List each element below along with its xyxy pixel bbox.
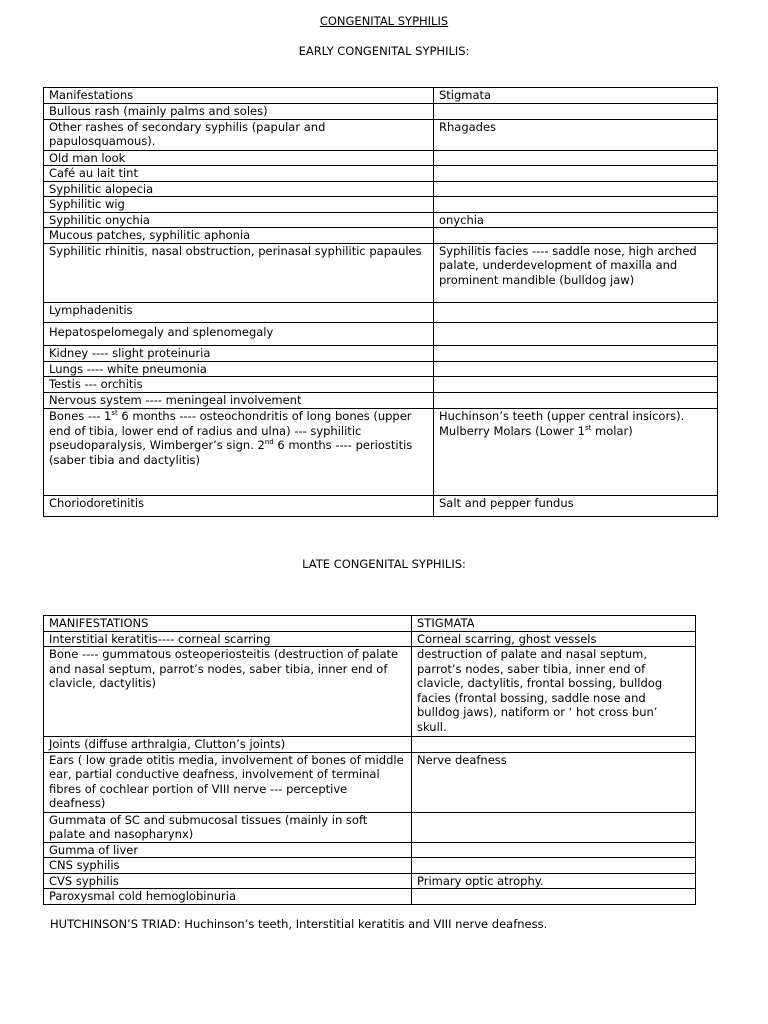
- table-row: [44, 873, 696, 889]
- table-row: [44, 228, 718, 244]
- manifestation-cell: CNS syphilis: [44, 858, 412, 874]
- table-row: [44, 752, 696, 812]
- stigmata-cell: [434, 322, 718, 345]
- manifestation-cell: Café au lait tint: [44, 166, 434, 182]
- hutchinsons-triad-note: HUTCHINSON’S TRIAD: Huchinson’s teeth, Interstitial keratitis and VIII nerve deafness.: [50, 917, 548, 931]
- stigmata-cell: [412, 889, 696, 905]
- manifestation-cell: Joints (diffuse arthralgia, Clutton’s joints): [44, 737, 412, 753]
- stigmata-cell: Corneal scarring, ghost vessels: [412, 631, 696, 647]
- table-row: [44, 812, 696, 842]
- table-row: [44, 197, 718, 213]
- table-header-row: [44, 616, 696, 632]
- molars-text-part2: molar): [591, 423, 633, 438]
- table-row: [44, 377, 718, 393]
- manifestation-cell: Syphilitic rhinitis, nasal obstruction, perinasal syphilitic papaules: [44, 243, 434, 302]
- table-row: [44, 737, 696, 753]
- table-row: [44, 842, 696, 858]
- stigmata-cell: [434, 393, 718, 409]
- manifestation-cell: Gumma of liver: [44, 842, 412, 858]
- stigmata-cell: [434, 150, 718, 166]
- manifestation-cell: Lungs ---- white pneumonia: [44, 361, 434, 377]
- stigmata-cell: [434, 166, 718, 182]
- table-row: [44, 647, 696, 737]
- manifestation-cell: CVS syphilis: [44, 873, 412, 889]
- stigmata-cell: [412, 737, 696, 753]
- manifestation-cell: Old man look: [44, 150, 434, 166]
- stigmata-line-teeth: Huchinson’s teeth (upper central insicors).: [439, 409, 685, 423]
- manifestation-cell: Syphilitic wig: [44, 197, 434, 213]
- stigmata-cell: [412, 812, 696, 842]
- manifestation-cell: Interstitial keratitis---- corneal scarring: [44, 631, 412, 647]
- table-row: [44, 322, 718, 345]
- manifestation-cell: Syphilitic onychia: [44, 212, 434, 228]
- stigmata-cell: Primary optic atrophy.: [412, 873, 696, 889]
- table-row: [44, 150, 718, 166]
- manifestation-cell: Bone ---- gummatous osteoperiosteitis (destruction of palate and nasal septum, parrot’s nodes, saber tibia, inner end of clavicle, dactylitis): [44, 647, 412, 737]
- manifestation-cell: Choriodoretinitis: [44, 496, 434, 517]
- bones-text-part1: Bones --- 1: [49, 409, 112, 423]
- manifestation-cell: Bullous rash (mainly palms and soles): [44, 103, 434, 119]
- table-row: [44, 103, 718, 119]
- manifestation-cell: Syphilitic alopecia: [44, 181, 434, 197]
- stigmata-cell: [434, 228, 718, 244]
- table-row: [44, 345, 718, 361]
- ordinal-superscript: st: [584, 423, 592, 432]
- manifestation-cell: Testis --- orchitis: [44, 377, 434, 393]
- stigmata-cell: [434, 181, 718, 197]
- stigmata-cell: [434, 103, 718, 119]
- table-row: [44, 302, 718, 322]
- table-row: [44, 212, 718, 228]
- stigmata-cell: Syphilitis facies ---- saddle nose, high arched palate, underdevelopment of maxilla and prominent mandible (bulldog jaw): [434, 243, 718, 302]
- table-header-row: [44, 88, 718, 104]
- table-row: [44, 243, 718, 302]
- late-section-heading: LATE CONGENITAL SYPHILIS:: [302, 557, 466, 571]
- header-stigmata: Stigmata: [434, 88, 718, 104]
- stigmata-cell: destruction of palate and nasal septum, parrot’s nodes, saber tibia, inner end of clavicle, dactylitis, frontal bossing, bulldog facies (frontal bossing, saddle nose and bulldog jaws), natiform or ‘ hot cross bun’ skull.: [412, 647, 696, 737]
- table-row: [44, 166, 718, 182]
- stigmata-line-molars: [439, 424, 712, 439]
- manifestation-cell: [44, 409, 434, 496]
- header-manifestations: Manifestations: [44, 88, 434, 104]
- manifestation-cell: Gummata of SC and submucosal tissues (mainly in soft palate and nasopharynx): [44, 812, 412, 842]
- header-stigmata: STIGMATA: [412, 616, 696, 632]
- manifestation-cell: Lymphadenitis: [44, 302, 434, 322]
- manifestation-cell: Other rashes of secondary syphilis (papular and papulosquamous).: [44, 119, 434, 150]
- header-manifestations: MANIFESTATIONS: [44, 616, 412, 632]
- table-row: [44, 393, 718, 409]
- stigmata-cell: [434, 345, 718, 361]
- table-row-bones: [44, 409, 718, 496]
- manifestation-cell: Hepatospelomegaly and splenomegaly: [44, 322, 434, 345]
- stigmata-cell: Rhagades: [434, 119, 718, 150]
- stigmata-cell: [412, 842, 696, 858]
- stigmata-cell: [434, 361, 718, 377]
- ordinal-superscript: st: [111, 409, 118, 418]
- stigmata-cell: onychia: [434, 212, 718, 228]
- bones-text-part2: 6 months ---- osteochondritis of long bones (upper end of tibia, lower end of radius and ulna) --- syphilitic pseudoparalysis, Wimberger’s sign. 2: [49, 409, 412, 452]
- manifestation-cell: Nervous system ---- meningeal involvement: [44, 393, 434, 409]
- ordinal-superscript: nd: [264, 438, 274, 447]
- table-row: [44, 181, 718, 197]
- table-row: [44, 889, 696, 905]
- table-row: [44, 119, 718, 150]
- stigmata-cell: [434, 409, 718, 496]
- manifestation-cell: Mucous patches, syphilitic aphonia: [44, 228, 434, 244]
- table-row: [44, 496, 718, 517]
- molars-text-part1: Mulberry Molars (Lower 1: [439, 423, 585, 438]
- early-section-heading: EARLY CONGENITAL SYPHILIS:: [298, 44, 470, 58]
- manifestation-cell: Ears ( low grade otitis media, involvement of bones of middle ear, partial conductive deafness, involvement of terminal fibres of cochlear portion of VIII nerve --- perceptive deafness): [44, 752, 412, 812]
- table-row: [44, 361, 718, 377]
- stigmata-cell: Nerve deafness: [412, 752, 696, 812]
- stigmata-cell: [434, 377, 718, 393]
- manifestation-cell: Kidney ---- slight proteinuria: [44, 345, 434, 361]
- manifestation-cell: Paroxysmal cold hemoglobinuria: [44, 889, 412, 905]
- table-row: [44, 858, 696, 874]
- late-congenital-syphilis-table: [43, 615, 696, 905]
- document-title: CONGENITAL SYPHILIS: [319, 14, 449, 28]
- bones-text-part3: 6 months ---- periostitis (saber tibia and dactylitis): [49, 438, 413, 467]
- table-row: [44, 631, 696, 647]
- stigmata-cell: Salt and pepper fundus: [434, 496, 718, 517]
- stigmata-cell: [412, 858, 696, 874]
- early-congenital-syphilis-table: [43, 87, 718, 517]
- stigmata-cell: [434, 302, 718, 322]
- stigmata-cell: [434, 197, 718, 213]
